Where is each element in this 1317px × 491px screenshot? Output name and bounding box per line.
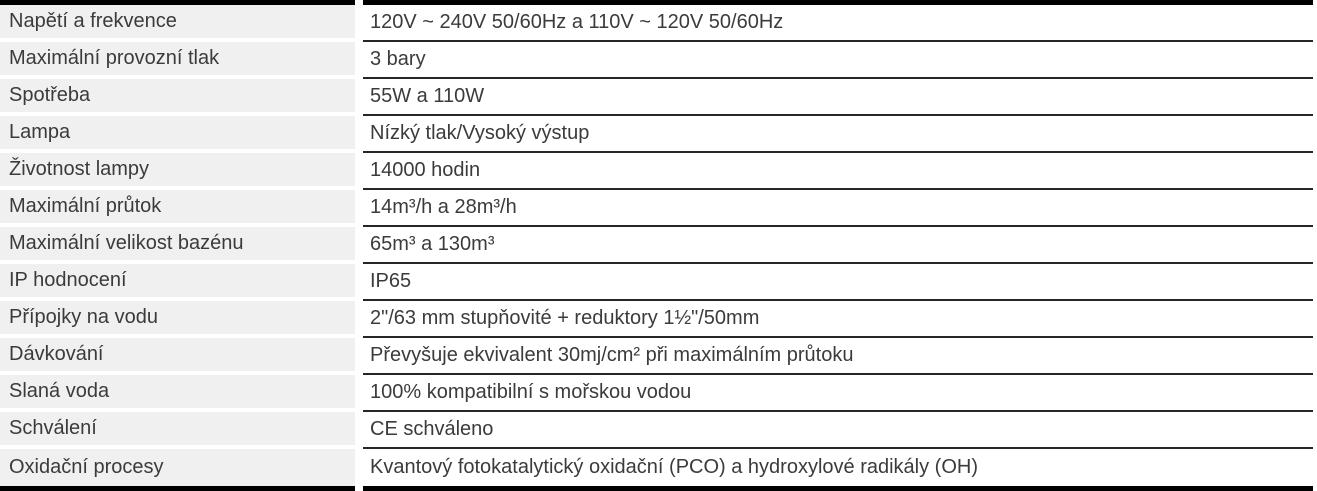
spec-row-label: IP hodnocení: [0, 264, 355, 301]
column-gap: [355, 0, 363, 491]
spec-row-label: Životnost lampy: [0, 153, 355, 190]
spec-row-value: Převyšuje ekvivalent 30mj/cm² při maximálním průtoku: [363, 338, 1313, 375]
spec-row-label: Maximální provozní tlak: [0, 42, 355, 79]
spec-row-value: 3 bary: [363, 42, 1313, 79]
spec-row-value: 14000 hodin: [363, 153, 1313, 190]
spec-row-value: 55W a 110W: [363, 79, 1313, 116]
spec-row-label: Slaná voda: [0, 375, 355, 412]
spec-row-label: Maximální velikost bazénu: [0, 227, 355, 264]
spec-row-value: IP65: [363, 264, 1313, 301]
spec-row-value: CE schváleno: [363, 412, 1313, 449]
spec-row-value: Nízký tlak/Vysoký výstup: [363, 116, 1313, 153]
spec-row-label: Dávkování: [0, 338, 355, 375]
spec-row-label: Oxidační procesy: [0, 449, 355, 486]
spec-row-label: Spotřeba: [0, 79, 355, 116]
spec-row-label: Napětí a frekvence: [0, 5, 355, 42]
spec-labels-column: [0, 0, 355, 491]
spec-row-value: 100% kompatibilní s mořskou vodou: [363, 375, 1313, 412]
spec-row-label: Maximální průtok: [0, 190, 355, 227]
spec-row-value: Kvantový fotokatalytický oxidační (PCO) a hydroxylové radikály (OH): [363, 449, 1313, 486]
spec-row-label: Schválení: [0, 412, 355, 449]
spec-row-value: 2"/63 mm stupňovité + reduktory 1½"/50mm: [363, 301, 1313, 338]
spec-values-column: [363, 0, 1313, 491]
spec-row-value: 120V ~ 240V 50/60Hz a 110V ~ 120V 50/60Hz: [363, 5, 1313, 42]
spec-row-label: Přípojky na vodu: [0, 301, 355, 338]
spec-row-value: 14m³/h a 28m³/h: [363, 190, 1313, 227]
spec-row-label: Lampa: [0, 116, 355, 153]
spec-row-value: 65m³ a 130m³: [363, 227, 1313, 264]
